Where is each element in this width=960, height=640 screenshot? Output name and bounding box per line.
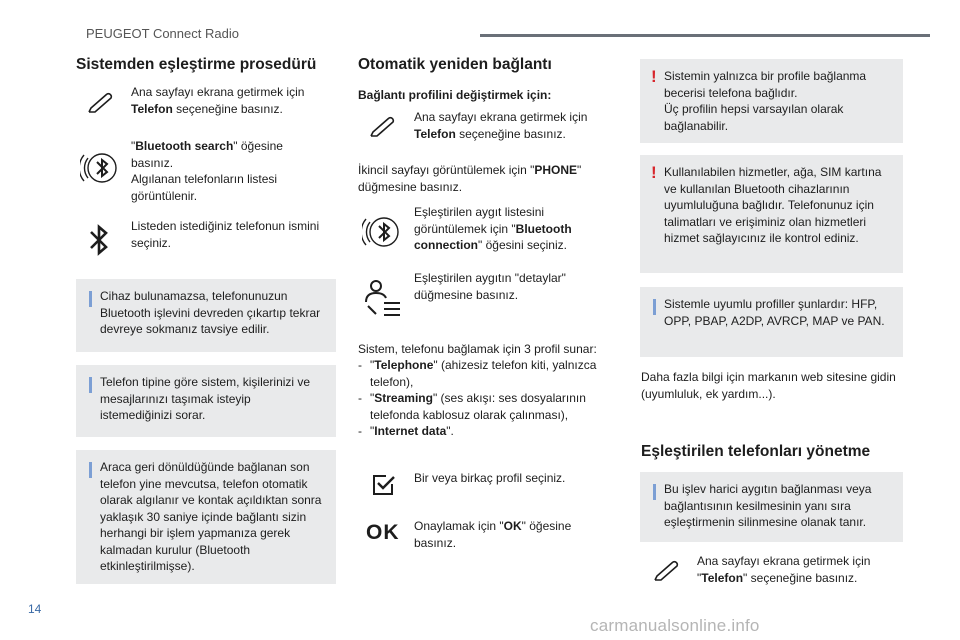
list-item: - "Internet data". (358, 424, 454, 438)
info-box-not-found (76, 279, 336, 352)
step-bluetooth-connection: Eşleştirilen aygıt listesini görüntülemek için "Bluetooth connection" öğesini seçiniz. (414, 205, 572, 252)
info-text: Cihaz bulunamazsa, telefonunuzun Bluetooth işlevini devreden çıkartıp tekrar devreye sokmanız tavsiye edilir. (100, 289, 321, 336)
bluetooth-search-icon (362, 212, 402, 252)
bluetooth-icon (84, 220, 114, 260)
step-open-telephone: Ana sayfayı ekrana getirmek için Telefon seçeneğine basınız. (414, 110, 588, 141)
section-title-pairing: Sistemden eşleştirme prosedürü (76, 56, 317, 73)
info-box-profiles (640, 287, 903, 357)
profile-list (358, 357, 638, 440)
para-website: Daha fazla bilgi için markanın web sitesine gidin (uyumluluk, ek yardım...). (641, 370, 896, 401)
step-details: Eşleştirilen aygıtın "detaylar" düğmesine basınız. (414, 271, 566, 302)
warning-box-services (640, 155, 903, 273)
warning-box-profile (640, 59, 903, 143)
watermark: carmanualsonline.info (590, 616, 760, 635)
warning-icon: ! (651, 163, 657, 182)
info-text: Telefon tipine göre sistem, kişilerinizi ve mesajlarınızı taşımak isteyip istemediğinizi sorar. (100, 375, 311, 422)
checkbox-icon (368, 470, 398, 500)
info-text: Sistemle uyumlu profiller şunlardır: HFP, OPP, PBAP, A2DP, AVRCP, MAP ve PAN. (664, 297, 885, 328)
list-item: - "Streaming" (ses akışı: ses dosyalarının telefonda kablosuz olarak çalınması), (358, 391, 586, 422)
info-box-contacts (76, 365, 336, 437)
touch-icon (84, 88, 120, 118)
ok-icon: OK (366, 521, 400, 544)
step-select-profiles: Bir veya birkaç profil seçiniz. (414, 471, 566, 485)
warning-icon: ! (651, 67, 657, 86)
info-box-auto-reconnect (76, 450, 336, 584)
info-text: Araca geri dönüldüğünde bağlanan son telefon yine mevcutsa, telefon otomatik olarak algılanır ve kontak açıldıktan sonra yaklaşık 30 saniye içinde bağlantı sizin herhangi bir işlem yapmanıza gerek kalmadan kurulur (Bluetooth etkinleştirilmişse). (100, 460, 322, 573)
touch-icon (650, 556, 686, 586)
bluetooth-search-icon (80, 148, 120, 188)
para-phone-button: İkincil sayfayı görüntülemek için "PHONE" düğmesine basınız. (358, 163, 582, 194)
page-number: 14 (28, 602, 42, 616)
header-rule (480, 34, 930, 37)
details-icon (362, 276, 404, 318)
step-open-telephone: Ana sayfayı ekrana getirmek için "Telefon" seçeneğine basınız. (697, 554, 871, 585)
step-open-telephone: Ana sayfayı ekrana getirmek için Telefon seçeneğine basınız. (131, 85, 305, 116)
list-item: - "Telephone" (ahizesiz telefon kiti, yalnızca telefon), (358, 358, 597, 389)
step-select-phone: Listeden istediğiniz telefonun ismini seçiniz. (131, 219, 320, 250)
section-title-manage: Eşleştirilen telefonları yönetme (641, 443, 871, 460)
subtitle-profile: Bağlantı profilini değiştirmek için: (358, 88, 552, 102)
warning-text: Kullanılabilen hizmetler, ağa, SIM kartına ve kullanılan Bluetooth cihazlarının uyumluluğuna bağlıdır. Telefonunuz için talimatları ve erişiminiz olan hizmetleri hizmet sağlayıcınız ile kontrol ediniz. (664, 165, 882, 245)
section-title-auto-reconnect: Otomatik yeniden bağlantı (358, 56, 552, 73)
touch-icon (366, 112, 402, 142)
header-title: PEUGEOT Connect Radio (86, 26, 239, 41)
warning-text: Sistemin yalnızca bir profile bağlanma becerisi telefona bağlıdır. Üç profilin hepsi varsayılan olarak bağlanabilir. (664, 69, 867, 133)
para-profiles: Sistem, telefonu bağlamak için 3 profil sunar: (358, 342, 597, 356)
info-text: Bu işlev harici aygıtın bağlanması veya bağlantısının kesilmesinin yanı sıra eşleştirmenin silinmesine olanak tanır. (664, 482, 872, 529)
step-confirm-ok: Onaylamak için "OK" öğesine basınız. (414, 519, 572, 550)
step-bluetooth-search: "Bluetooth search" öğesine basınız. Algılanan telefonların listesi görüntülenir. (131, 139, 283, 203)
info-box-manage (640, 472, 903, 542)
